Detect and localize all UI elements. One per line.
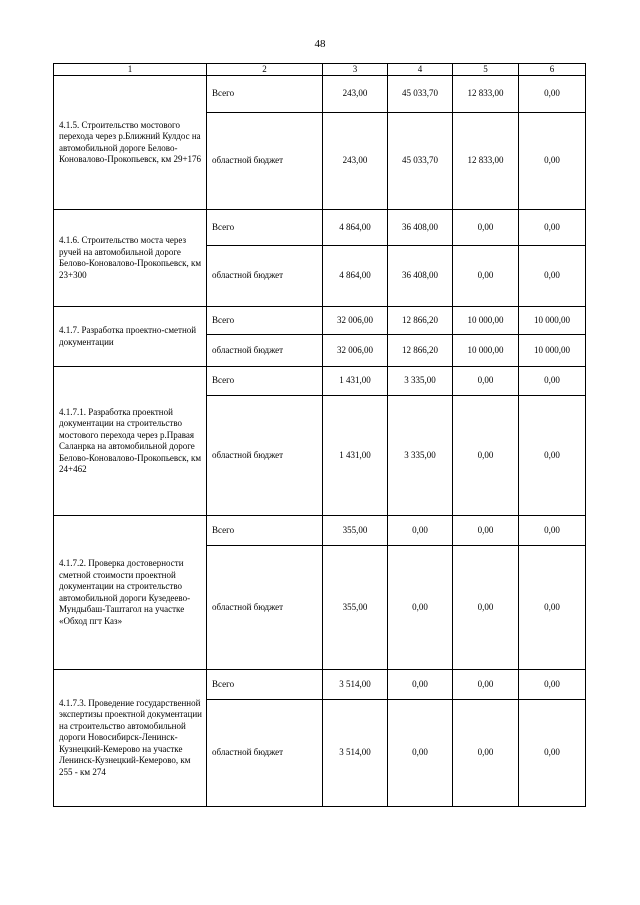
amount-cell: 3 514,00 xyxy=(323,670,388,700)
amount-cell: 0,00 xyxy=(453,546,519,670)
amount-cell: 10 000,00 xyxy=(453,307,519,335)
header-cell: 5 xyxy=(453,64,519,76)
amount-cell: 0,00 xyxy=(519,670,586,700)
amount-cell: 243,00 xyxy=(323,113,388,210)
amount-cell: 32 006,00 xyxy=(323,335,388,367)
table-row-total xyxy=(54,670,586,700)
measure-name-cell: 4.1.5. Строительство мостового перехода через р.Ближний Кулдос на автомобильной дороге Белово-Коновалово-Прокопьевск, км 29+176 xyxy=(54,76,207,210)
funding-source-cell: Всего xyxy=(207,516,323,546)
funding-source-cell: Всего xyxy=(207,76,323,113)
amount-cell: 10 000,00 xyxy=(519,307,586,335)
measure-name-cell: 4.1.6. Строительство моста через ручей на автомобильной дороге Белово-Коновалово-Прокопьевск, км 23+300 xyxy=(54,210,207,307)
funding-source-cell: областной бюджет xyxy=(207,546,323,670)
amount-cell: 0,00 xyxy=(519,367,586,396)
amount-cell: 0,00 xyxy=(453,700,519,807)
amount-cell: 243,00 xyxy=(323,76,388,113)
amount-cell: 0,00 xyxy=(519,516,586,546)
amount-cell: 10 000,00 xyxy=(519,335,586,367)
table-row-total xyxy=(54,210,586,246)
amount-cell: 0,00 xyxy=(453,516,519,546)
amount-cell: 12 833,00 xyxy=(453,76,519,113)
amount-cell: 32 006,00 xyxy=(323,307,388,335)
amount-cell: 4 864,00 xyxy=(323,210,388,246)
amount-cell: 36 408,00 xyxy=(388,210,453,246)
measure-name-cell: 4.1.7.3. Проведение государственной экспертизы проектной документации на строительство автомобильной дороги Новосибирск-Ленинск-Кузнецкий-Кемерово на участке Ленинск-Кузнецкий-Кемерово, км 255 - км 274 xyxy=(54,670,207,807)
amount-cell: 1 431,00 xyxy=(323,396,388,516)
amount-cell: 12 866,20 xyxy=(388,335,453,367)
amount-cell: 3 514,00 xyxy=(323,700,388,807)
amount-cell: 0,00 xyxy=(388,700,453,807)
funding-source-cell: Всего xyxy=(207,670,323,700)
amount-cell: 3 335,00 xyxy=(388,396,453,516)
header-cell: 2 xyxy=(207,64,323,76)
budget-table xyxy=(53,63,586,807)
amount-cell: 0,00 xyxy=(519,210,586,246)
table-row-total xyxy=(54,367,586,396)
table-row-total xyxy=(54,307,586,335)
amount-cell: 45 033,70 xyxy=(388,76,453,113)
amount-cell: 0,00 xyxy=(519,396,586,516)
funding-source-cell: Всего xyxy=(207,210,323,246)
header-cell: 6 xyxy=(519,64,586,76)
measure-name-cell: 4.1.7.2. Проверка достоверности сметной стоимости проектной документации на строительство автомобильной дороги Кузедеево-Мундыбаш-Таштагол на участке «Обход пгт Каз» xyxy=(54,516,207,670)
measure-name-cell: 4.1.7.1. Разработка проектной документации на строительство мостового перехода через р.Правая Саланрка на автомобильной дороге Белово-Коновалово-Прокопьевск, км 24+462 xyxy=(54,367,207,516)
funding-source-cell: Всего xyxy=(207,367,323,396)
amount-cell: 0,00 xyxy=(453,367,519,396)
header-cell: 1 xyxy=(54,64,207,76)
funding-source-cell: областной бюджет xyxy=(207,700,323,807)
amount-cell: 0,00 xyxy=(519,700,586,807)
funding-source-cell: областной бюджет xyxy=(207,396,323,516)
amount-cell: 0,00 xyxy=(519,546,586,670)
funding-source-cell: Всего xyxy=(207,307,323,335)
amount-cell: 45 033,70 xyxy=(388,113,453,210)
amount-cell: 0,00 xyxy=(388,670,453,700)
amount-cell: 12 866,20 xyxy=(388,307,453,335)
header-cell: 3 xyxy=(323,64,388,76)
funding-source-cell: областной бюджет xyxy=(207,113,323,210)
page-number: 48 xyxy=(314,38,326,50)
amount-cell: 12 833,00 xyxy=(453,113,519,210)
amount-cell: 0,00 xyxy=(453,210,519,246)
amount-cell: 36 408,00 xyxy=(388,246,453,307)
amount-cell: 1 431,00 xyxy=(323,367,388,396)
amount-cell: 0,00 xyxy=(519,113,586,210)
measure-name-cell: 4.1.7. Разработка проектно-сметной документации xyxy=(54,307,207,367)
amount-cell: 0,00 xyxy=(453,670,519,700)
amount-cell: 0,00 xyxy=(519,246,586,307)
amount-cell: 0,00 xyxy=(388,516,453,546)
amount-cell: 0,00 xyxy=(453,396,519,516)
header-cell: 4 xyxy=(388,64,453,76)
amount-cell: 0,00 xyxy=(519,76,586,113)
amount-cell: 355,00 xyxy=(323,546,388,670)
amount-cell: 4 864,00 xyxy=(323,246,388,307)
funding-source-cell: областной бюджет xyxy=(207,246,323,307)
amount-cell: 355,00 xyxy=(323,516,388,546)
amount-cell: 0,00 xyxy=(453,246,519,307)
amount-cell: 10 000,00 xyxy=(453,335,519,367)
amount-cell: 0,00 xyxy=(388,546,453,670)
funding-source-cell: областной бюджет xyxy=(207,335,323,367)
table-row-total xyxy=(54,76,586,113)
amount-cell: 3 335,00 xyxy=(388,367,453,396)
header-row xyxy=(54,64,586,76)
table-row-total xyxy=(54,516,586,546)
